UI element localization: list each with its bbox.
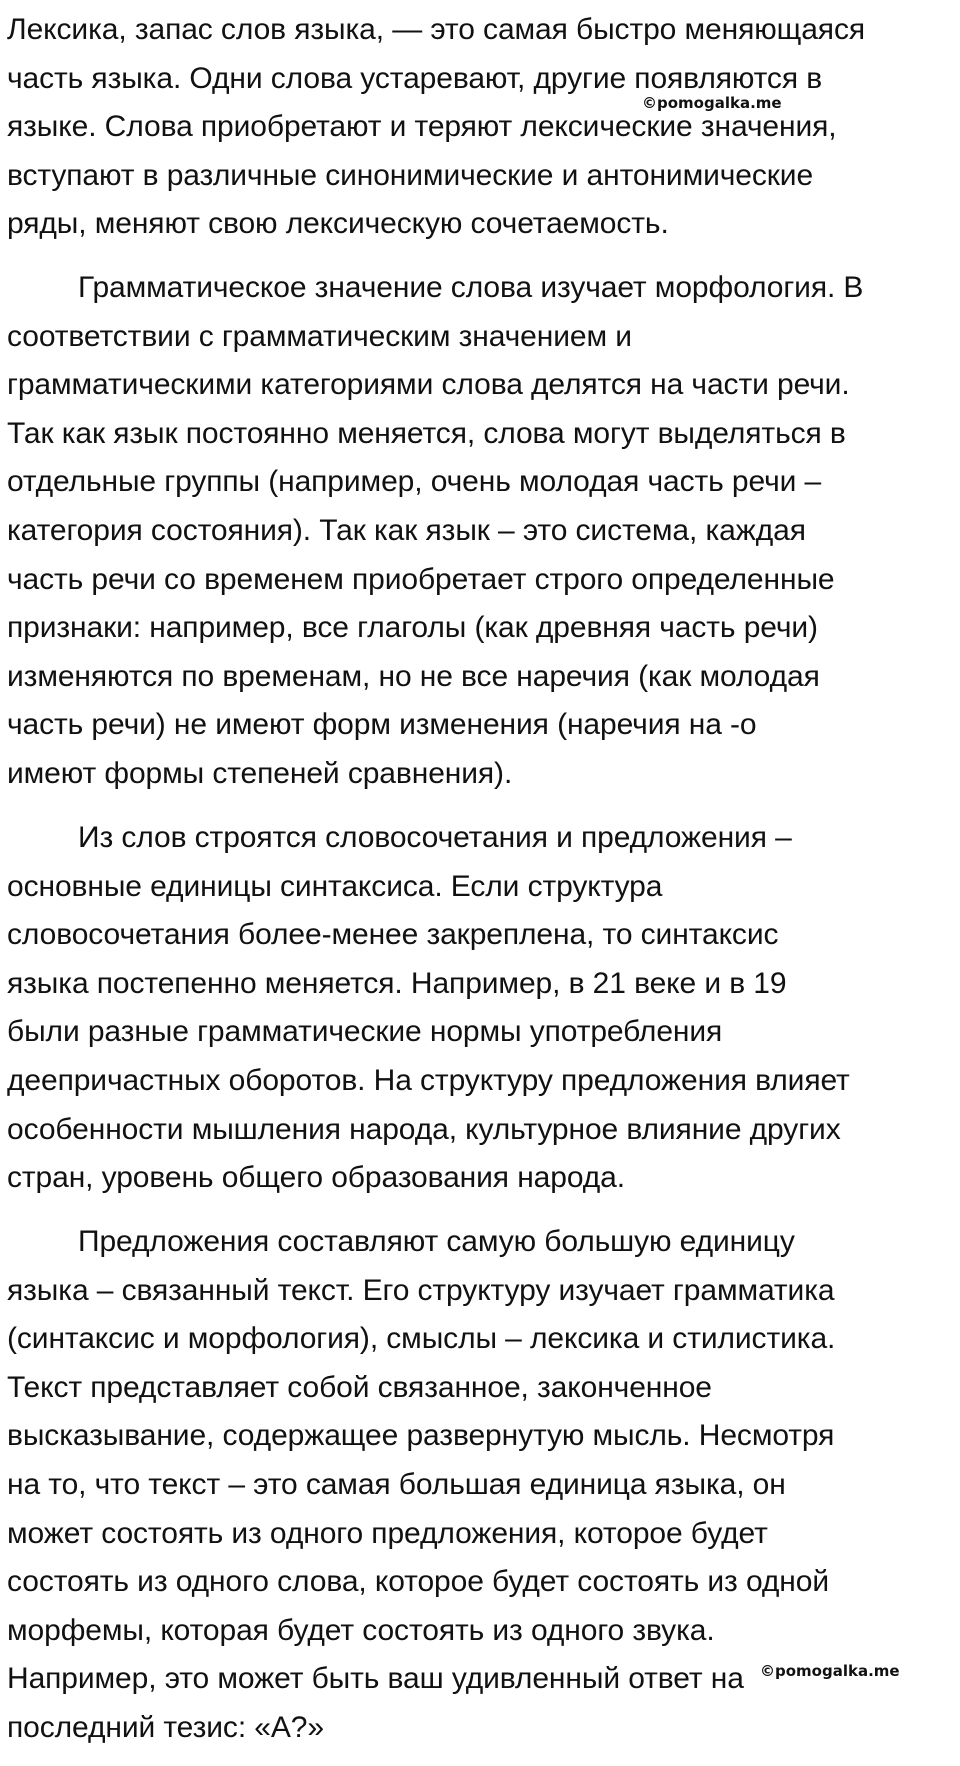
text-line: категория состояния). Так как язык – это система, каждая bbox=[7, 513, 806, 547]
text-line: вступают в различные синонимические и антонимические bbox=[7, 158, 814, 192]
text-line: признаки: например, все глаголы (как древняя часть речи) bbox=[7, 611, 818, 645]
text-line: особенности мышления народа, культурное влияние других bbox=[7, 1112, 841, 1146]
text-line: были разные грамматические нормы употребления bbox=[7, 1015, 723, 1049]
text-line: Из слов строятся словосочетания и предложения – bbox=[78, 821, 792, 854]
text-line: состоять из одного слова, которое будет состоять из одной bbox=[7, 1565, 829, 1599]
text-line: Так как язык постоянно меняется, слова могут выделяться в bbox=[7, 416, 846, 450]
text-line: изменяются по временам, но не все наречия (как молодая bbox=[7, 659, 820, 693]
text-line: имеют формы степеней сравнения). bbox=[7, 756, 513, 790]
text-line: словосочетания более-менее закреплена, то синтаксис bbox=[7, 918, 779, 952]
text-line: Например, это может быть ваш удивленный ответ на bbox=[7, 1662, 744, 1696]
text-line: может состоять из одного предложения, которое будет bbox=[7, 1516, 768, 1550]
text-line: Текст представляет собой связанное, законченное bbox=[7, 1370, 712, 1404]
watermark-bottom: ©pomogalka.me bbox=[760, 1662, 900, 1680]
paragraph-lexicon bbox=[7, 6, 957, 249]
watermark-top: ©pomogalka.me bbox=[642, 94, 782, 112]
text-line: Грамматическое значение слова изучает морфология. В bbox=[78, 271, 864, 304]
paragraph-grammar bbox=[7, 264, 957, 799]
text-line: основные единицы синтаксиса. Если структура bbox=[7, 869, 663, 903]
text-line: грамматическими категориями слова делятся на части речи. bbox=[7, 368, 850, 402]
text-line: на то, что текст – это самая большая единица языка, он bbox=[7, 1467, 786, 1501]
text-line: стран, уровень общего образования народа. bbox=[7, 1161, 625, 1195]
paragraph-syntax bbox=[7, 814, 957, 1203]
text-line: часть речи со временем приобретает строго определенные bbox=[7, 562, 835, 596]
text-line: языка постепенно меняется. Например, в 21 веке и в 19 bbox=[7, 966, 787, 1000]
text-line: соответствии с грамматическим значением и bbox=[7, 319, 632, 353]
text-line: часть языка. Одни слова устаревают, другие появляются в bbox=[7, 61, 823, 95]
text-line: ряды, меняют свою лексическую сочетаемость. bbox=[7, 207, 669, 241]
text-line: отдельные группы (например, очень молодая часть речи – bbox=[7, 465, 822, 499]
text-line: Предложения составляют самую большую единицу bbox=[78, 1225, 795, 1258]
text-line: (синтаксис и морфология), смыслы – лексика и стилистика. bbox=[7, 1322, 836, 1356]
text-line: последний тезис: «А?» bbox=[7, 1710, 324, 1744]
text-line: Лексика, запас слов языка, — это самая быстро меняющаяся bbox=[7, 13, 865, 46]
text-line: деепричастных оборотов. На структуру предложения влияет bbox=[7, 1063, 850, 1097]
text-line: языка – связанный текст. Его структуру изучает грамматика bbox=[7, 1273, 835, 1307]
text-line: высказывание, содержащее развернутую мысль. Несмотря bbox=[7, 1419, 835, 1453]
text-line: морфемы, которая будет состоять из одного звука. bbox=[7, 1613, 715, 1647]
text-line: часть речи) не имеют форм изменения (наречия на -о bbox=[7, 708, 757, 742]
text-line: языке. Слова приобретают и теряют лексические значения, bbox=[7, 110, 837, 144]
